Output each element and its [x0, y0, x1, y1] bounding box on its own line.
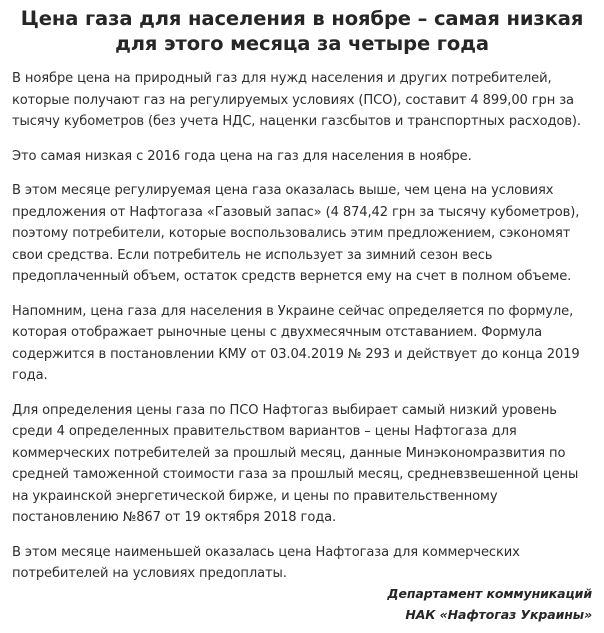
paragraph-gas-reserve-offer: В этом месяце регулируемая цена газа оказалась выше, чем цена на условиях предложения от Нафтогаза «Газовый запас» (4 874,42 грн за тысячу кубометров), поэтому потребители, которые воспользовались этим предложением, сэкономят свои средства. Если потребитель не использует за зимний сезон весь предоплаченный объем, остаток средств вернется ему на счет в полном объеме. [12, 183, 580, 284]
paragraph-lowest-option: В этом месяце наименьшей оказалась цена Нафтогаза для коммерческих потребителей на условиях предоплаты. [12, 544, 520, 581]
paragraph-price: В ноябре цена на природный газ для нужд населения и других потребителей, которые получают газ на регулируемых условиях (ПСО), составит 4 899,00 грн за тысячу кубометров (без учета НДС, наценки газсбытов и транспортных расходов). [12, 71, 581, 129]
signature-company: НАК «Нафтогаз Украины» [405, 607, 592, 622]
paragraph-formula: Напомним, цена газа для населения в Украине сейчас определяется по формуле, которая отображает рыночные цены с двухмесячным отставанием. Формула содержится в постановлении КМУ от 03.04.2019 № 293 и действует до конца 2019 года. [12, 303, 580, 383]
paragraph-lowest-since-2016: Это самая низкая с 2016 года цена на газ для населения в ноябре. [12, 148, 472, 164]
paragraph-pso-methodology: Для определения цены газа по ПСО Нафтогаз выбирает самый низкий уровень среди 4 определенных правительством вариантов – цены Нафтогаза для коммерческих потребителей за прошлый месяц, данные Минэкономразвития по средней таможенной стоимости газа за прошлый месяц, средневзвешенной цены на украинской энергетической бирже, и цены по правительственному постановлению №867 от 19 октября 2018 года. [12, 402, 579, 525]
signature-department: Департамент коммуникаций [387, 586, 592, 601]
article-headline: Цена газа для населения в ноябре – самая низкая для этого месяца за четыре года [20, 7, 584, 55]
signature-block [387, 583, 592, 625]
